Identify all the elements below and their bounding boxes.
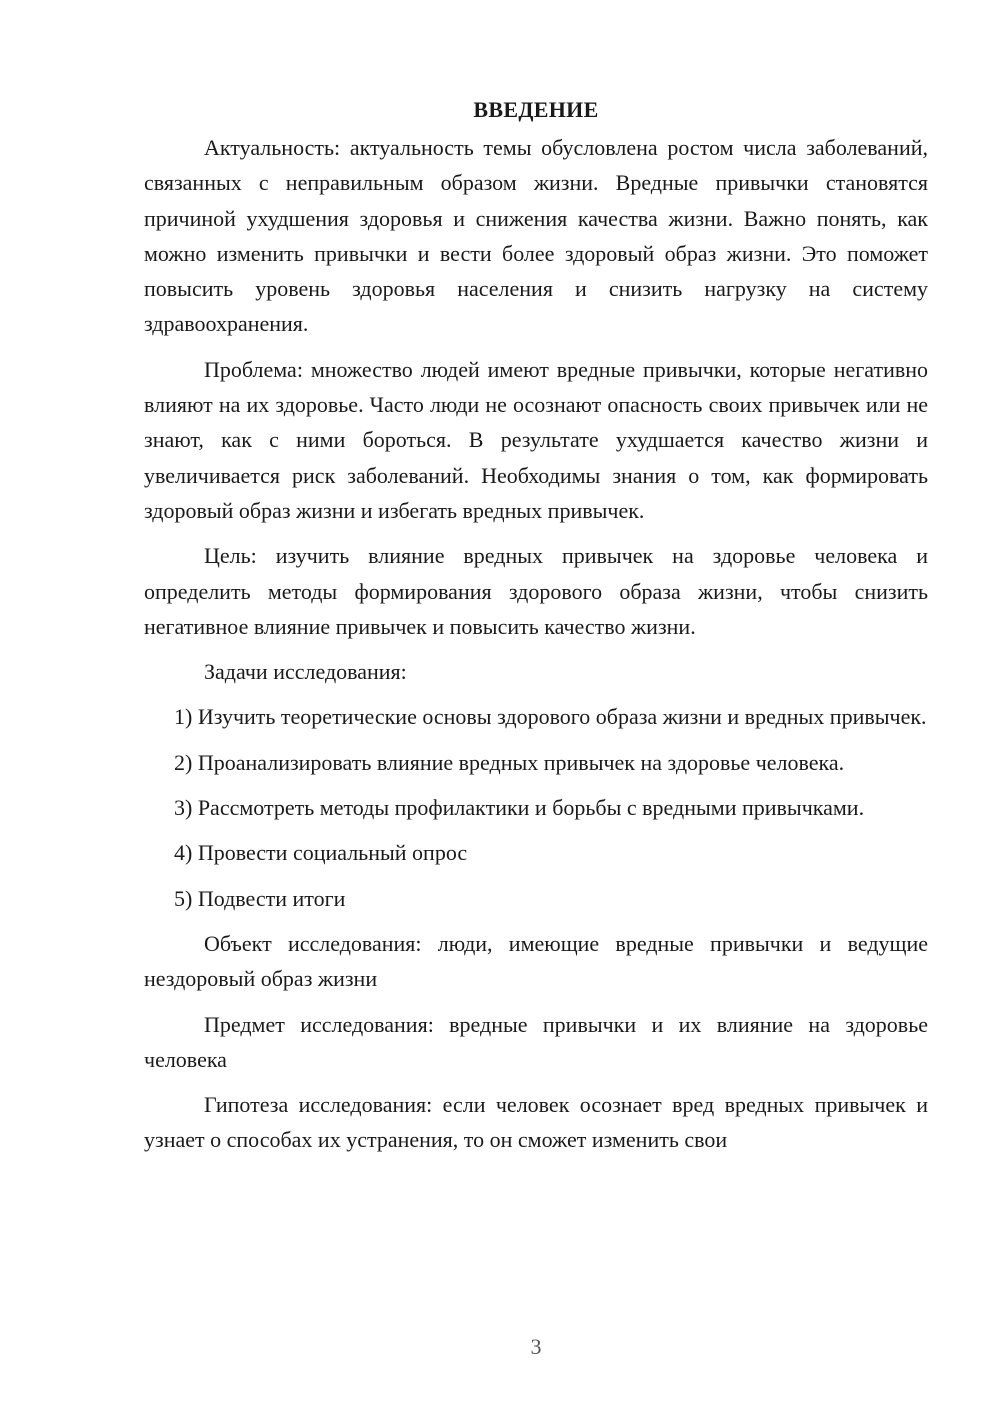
section-title: ВВЕДЕНИЕ bbox=[473, 97, 599, 122]
paragraph-relevance: Актуальность: актуальность темы обусловлена ростом числа заболеваний, связанных с неправильным образом жизни. Вредные привычки становятся причиной ухудшения здоровья и снижения качества жизни. Важно понять, как можно изменить привычки и вести более здоровый образ жизни. Это поможет повысить уровень здоровья населения и снизить нагрузку на систему здравоохранения. bbox=[144, 135, 928, 337]
task-item-1: 1) Изучить теоретические основы здорового образа жизни и вредных привычек. bbox=[174, 704, 927, 730]
paragraph-object: Объект исследования: люди, имеющие вредные привычки и ведущие нездоровый образ жизни bbox=[144, 930, 928, 992]
paragraph-subject: Предмет исследования: вредные привычки и их влияние на здоровье человека bbox=[144, 1011, 928, 1072]
page-number: 3 bbox=[530, 1334, 542, 1359]
paragraph-hypothesis: Гипотеза исследования: если человек осознает вред вредных привычек и узнает о способах их устранения, то он сможет изменить свои bbox=[144, 1092, 928, 1153]
task-item-5: 5) Подвести итоги bbox=[174, 885, 346, 911]
task-item-3: 3) Рассмотреть методы профилактики и борьбы с вредными привычками. bbox=[174, 795, 865, 821]
document-page bbox=[144, 95, 928, 1158]
paragraph-goal: Цель: изучить влияние вредных привычек на здоровье человека и определить методы формирования здорового образа жизни, чтобы снизить негативное влияние привычек и повысить качество жизни. bbox=[144, 543, 928, 639]
task-item-2: 2) Проанализировать влияние вредных привычек на здоровье человека. bbox=[174, 749, 845, 775]
paragraph-tasks-heading: Задачи исследования: bbox=[204, 659, 407, 685]
paragraph-problem: Проблема: множество людей имеют вредные привычки, которые негативно влияют на их здоровье. Часто люди не осознают опасность своих привычек или не знают, как с ними бороться. В результате ухудшается качество жизни и увеличивается риск заболеваний. Необходимы знания о том, как формировать здоровый образ жизни и избегать вредных привычек. bbox=[144, 356, 928, 523]
task-item-4: 4) Провести социальный опрос bbox=[174, 840, 468, 866]
